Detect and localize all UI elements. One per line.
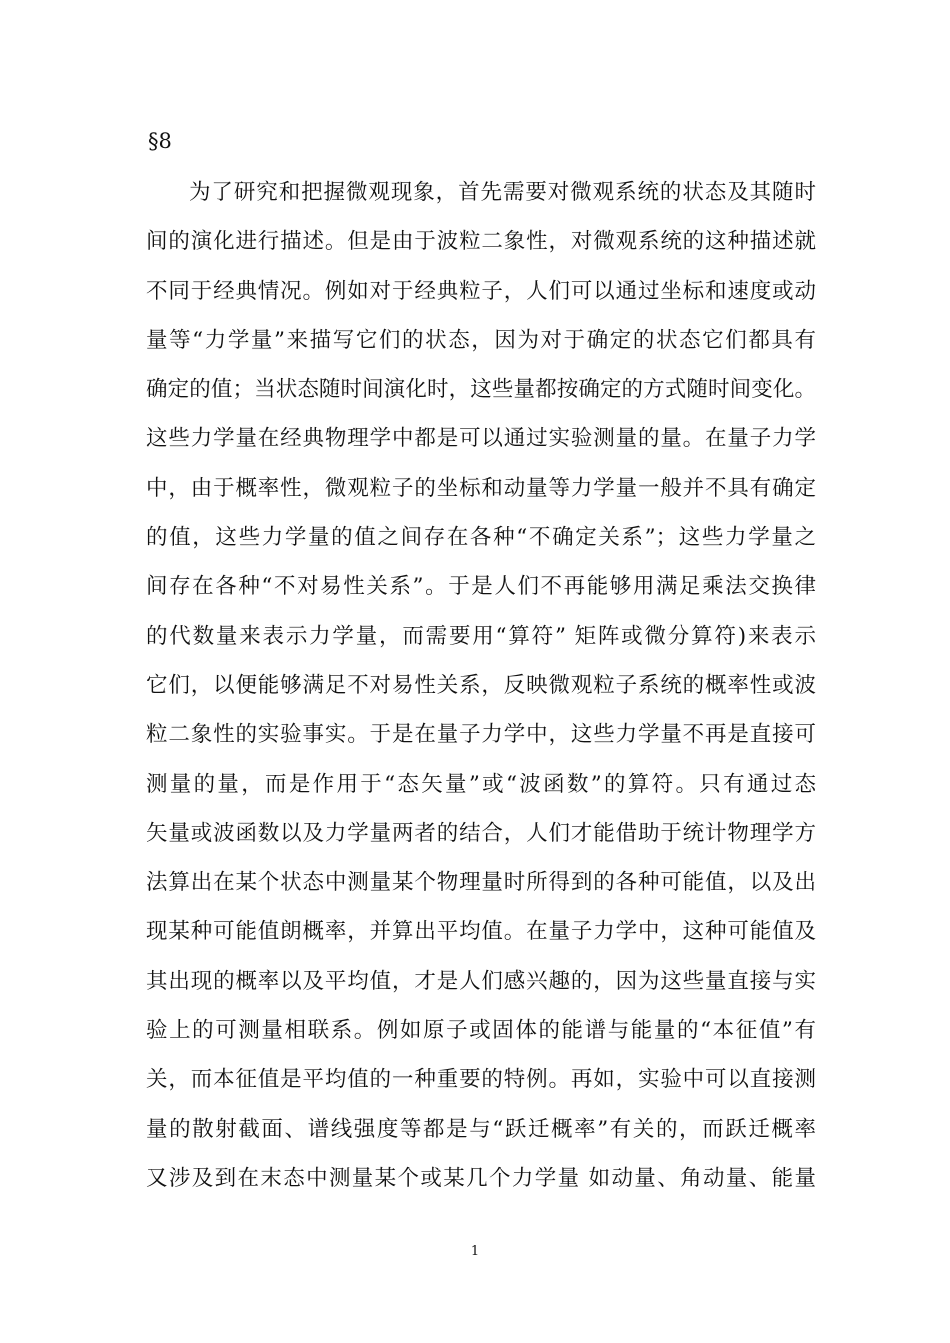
text-line: 矢量或波函数以及力学量两者的结合，人们才能借助于统计物理学方 xyxy=(146,820,816,846)
page-number: 1 xyxy=(470,1244,480,1259)
text-line: 中，由于概率性，微观粒子的坐标和动量等力学量一般并不具有确定 xyxy=(146,475,816,501)
text-line: 间的演化进行描述。但是由于波粒二象性，对微观系统的这种描述就 xyxy=(146,229,816,255)
text-line: 它们，以便能够满足不对易性关系，反映微观粒子系统的概率性或波 xyxy=(146,672,816,698)
body-paragraph xyxy=(146,168,816,1203)
section-heading: §8 xyxy=(148,129,172,153)
text-line: 的代数量来表示力学量，而需要用“算符” 矩阵或微分算符)来表示 xyxy=(146,623,816,649)
text-line: 为了研究和把握微观现象，首先需要对微观系统的状态及其随时 xyxy=(189,180,816,205)
text-line: 间存在各种“不对易性关系”。于是人们不再能够用满足乘法交换律 xyxy=(146,574,816,600)
text-line: 现某种可能值朗概率，并算出平均值。在量子力学中，这种可能值及 xyxy=(146,919,816,945)
text-line: 关，而本征值是平均值的一种重要的特例。再如，实验中可以直接测 xyxy=(146,1067,816,1093)
text-line: 粒二象性的实验事实。于是在量子力学中，这些力学量不再是直接可 xyxy=(146,722,816,748)
text-line: 其出现的概率以及平均值，才是人们感兴趣的，因为这些量直接与实 xyxy=(146,968,816,994)
text-line: 又涉及到在末态中测量某个或某几个力学量 如动量、角动量、能量 xyxy=(146,1165,816,1191)
text-line: 的值，这些力学量的值之间存在各种“不确定关系”；这些力学量之 xyxy=(146,525,816,551)
text-line: 验上的可测量相联系。例如原子或固体的能谱与能量的“本征值”有 xyxy=(146,1018,816,1044)
text-line: 不同于经典情况。例如对于经典粒子，人们可以通过坐标和速度或动 xyxy=(146,278,816,304)
text-line: 确定的值；当状态随时间演化时，这些量都按确定的方式随时间变化。 xyxy=(146,377,816,403)
text-line: 量等“力学量”来描写它们的状态，因为对于确定的状态它们都具有 xyxy=(146,327,816,353)
text-line: 测量的量，而是作用于“态矢量”或“波函数”的算符。只有通过态 xyxy=(146,771,816,797)
text-line: 法算出在某个状态中测量某个物理量时所得到的各种可能值，以及出 xyxy=(146,870,816,896)
text-line: 这些力学量在经典物理学中都是可以通过实验测量的量。在量子力学 xyxy=(146,426,816,452)
text-line: 量的散射截面、谱线强度等都是与“跃迁概率”有关的，而跃迁概率 xyxy=(146,1116,816,1142)
